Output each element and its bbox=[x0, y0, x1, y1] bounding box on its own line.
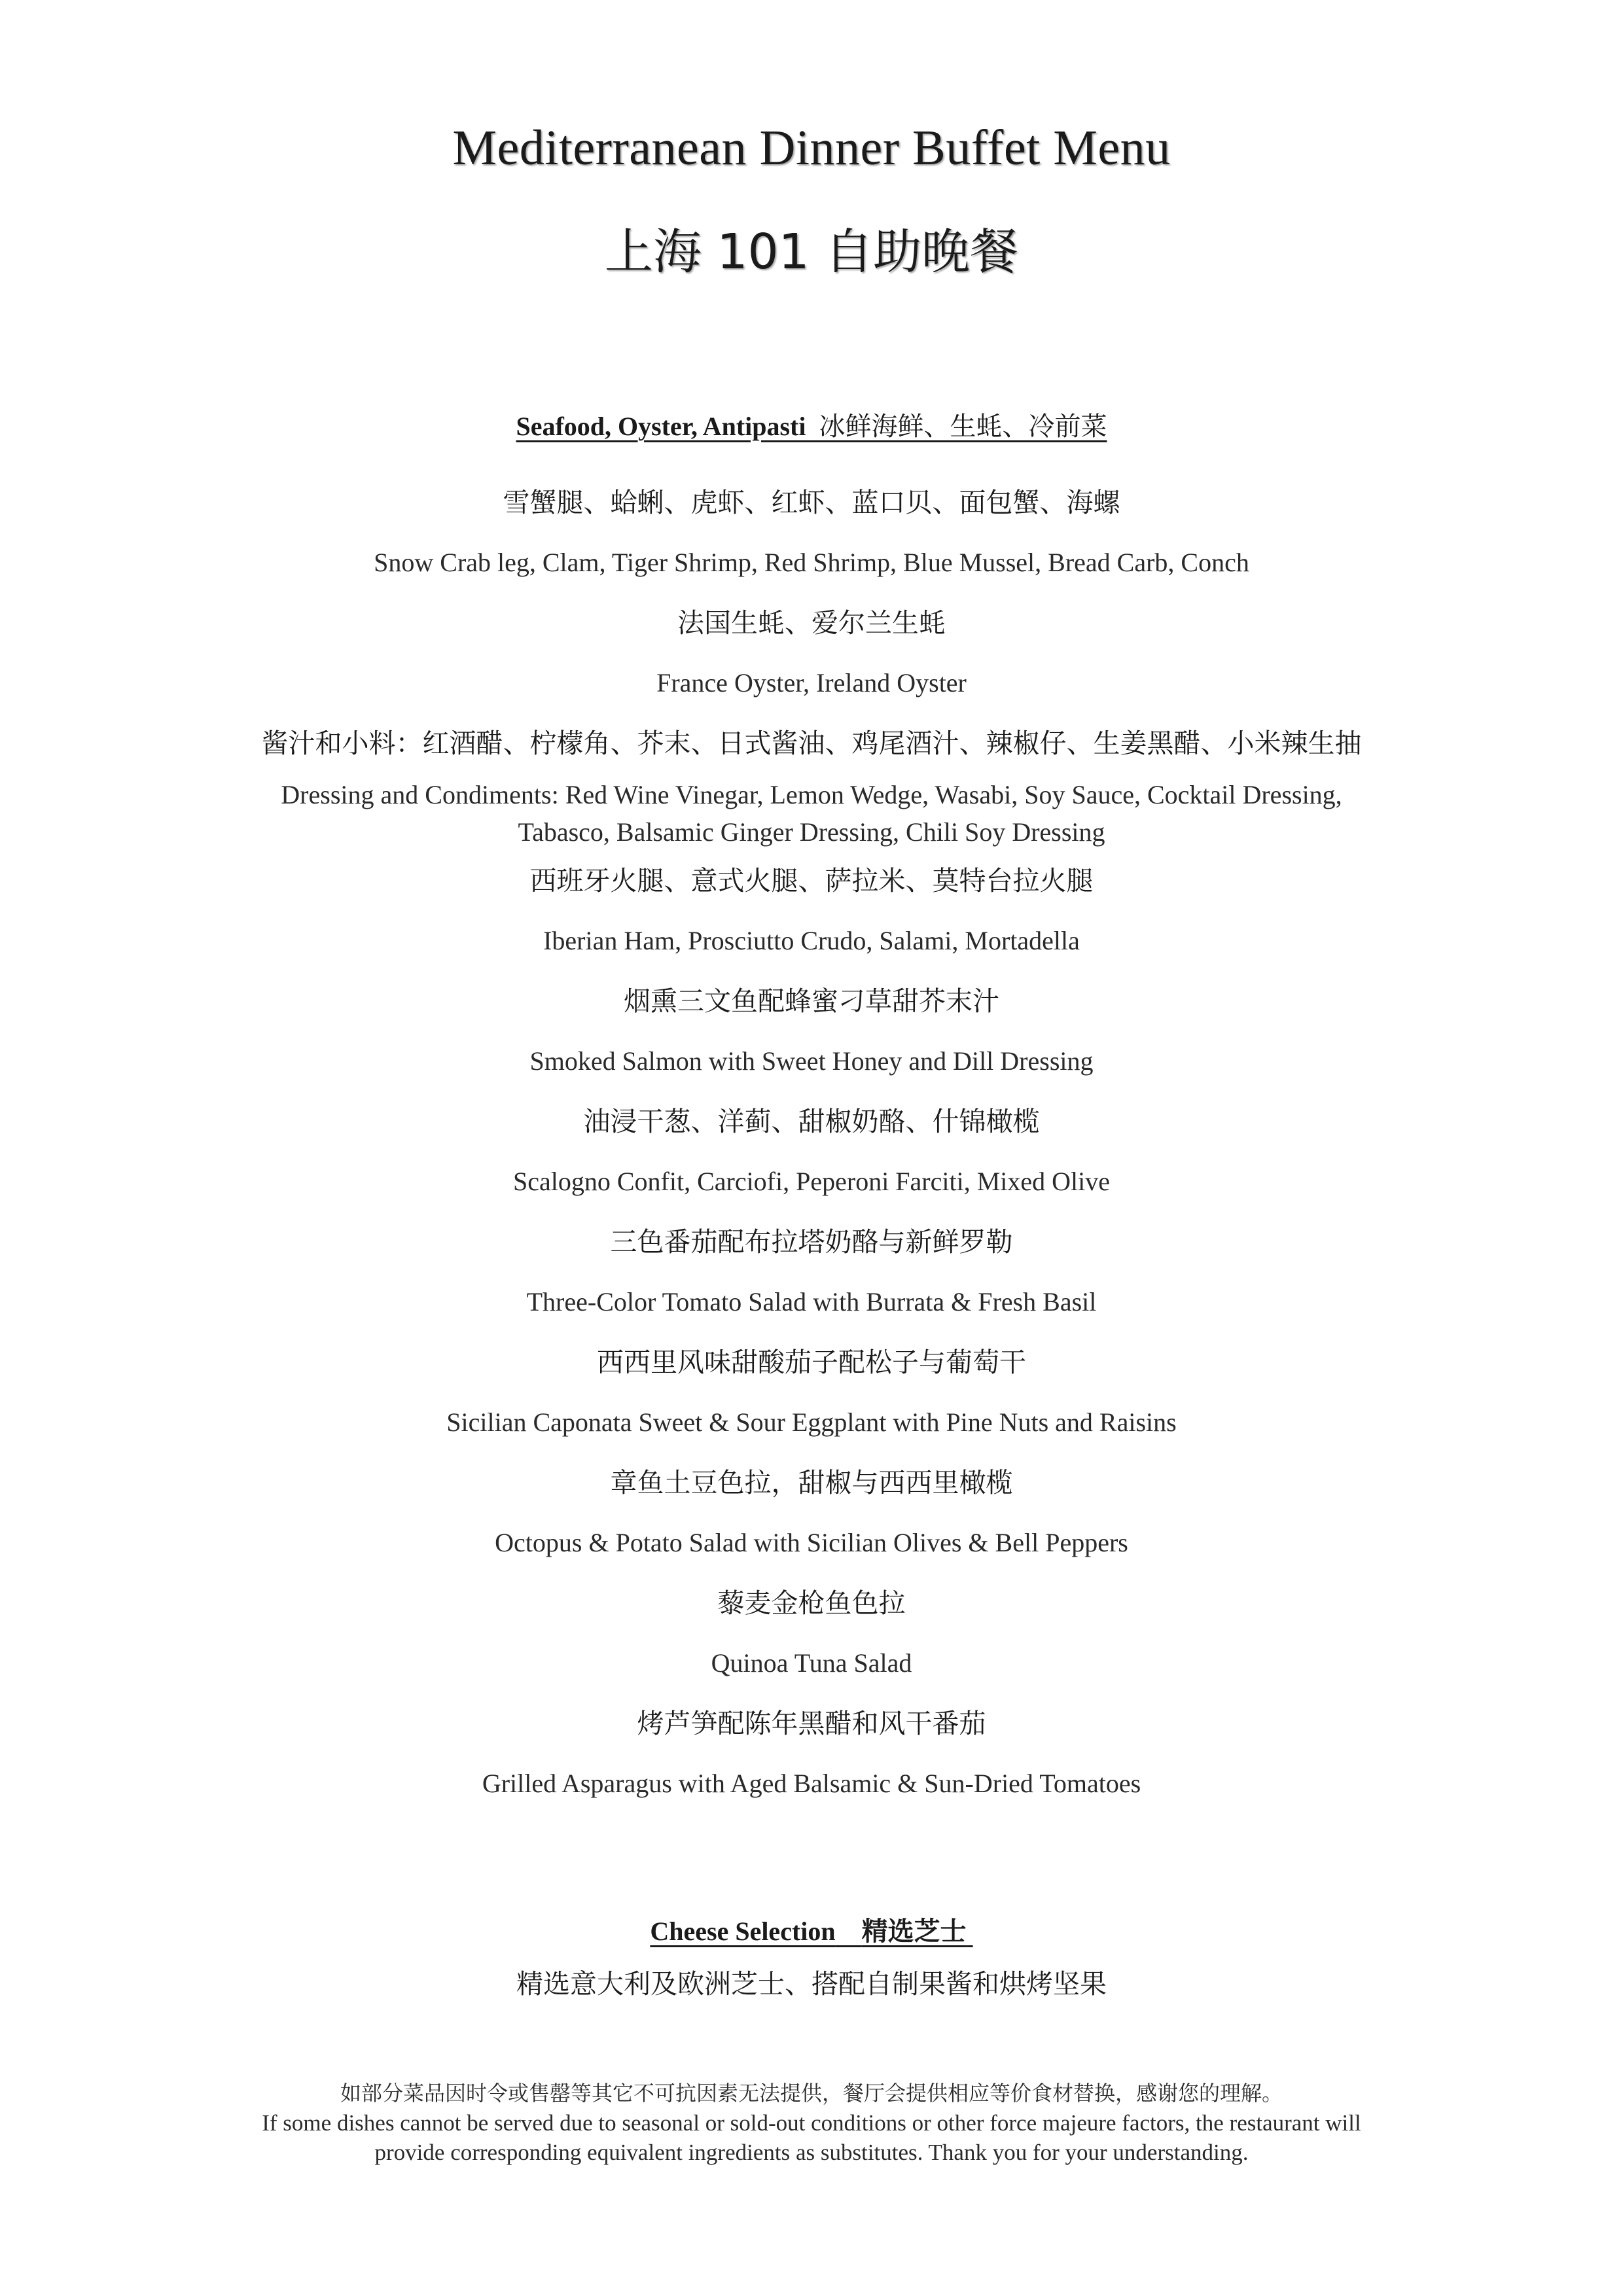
menu-item-en: Quinoa Tuna Salad bbox=[711, 1648, 912, 1678]
menu-item-en: Dressing and Condiments: Red Wine Vinegar, Lemon Wedge, Wasabi, Soy Sauce, Cocktail Dressing, Tabasco, Balsamic Ginger Dressing, Chili Soy Dressing bbox=[281, 780, 1342, 847]
cheese-heading-en: Cheese Selection bbox=[650, 1916, 836, 1946]
menu-item-cn: 藜麦金枪鱼色拉 bbox=[717, 1587, 906, 1619]
menu-item-en: Octopus & Potato Salad with Sicilian Olives & Bell Peppers bbox=[495, 1528, 1128, 1557]
substitution-notice-en: If some dishes cannot be served due to seasonal or sold-out conditions or other force majeure factors, the restaurant will provide corresponding equivalent ingredients as substitutes. Thank you for your understanding. bbox=[262, 2110, 1361, 2165]
menu-item-cn: 三色番茄配布拉塔奶酪与新鲜罗勒 bbox=[610, 1226, 1013, 1258]
menu-item-cn: 烤芦笋配陈年黑醋和风干番茄 bbox=[637, 1708, 986, 1739]
menu-item-en: Smoked Salmon with Sweet Honey and Dill Dressing bbox=[529, 1046, 1094, 1076]
menu-item-cn: 油浸干葱、洋蓟、甜椒奶酪、什锦橄榄 bbox=[583, 1106, 1040, 1137]
menu-item-en: Grilled Asparagus with Aged Balsamic & Sun-Dried Tomatoes bbox=[482, 1769, 1141, 1798]
menu-item-en: Three-Color Tomato Salad with Burrata & Fresh Basil bbox=[526, 1287, 1097, 1316]
menu-item-cn: 章鱼土豆色拉，甜椒与西西里橄榄 bbox=[610, 1467, 1013, 1498]
menu-item-cn: 雪蟹腿、蛤蜊、虎虾、红虾、蓝口贝、面包蟹、海螺 bbox=[503, 487, 1120, 518]
menu-item-cn: 法国生蚝、爱尔兰生蚝 bbox=[677, 607, 946, 639]
menu-item-cn: 烟熏三文鱼配蜂蜜刁草甜芥末汁 bbox=[624, 985, 999, 1017]
menu-item-en: France Oyster, Ireland Oyster bbox=[656, 668, 967, 698]
menu-item-en: Sicilian Caponata Sweet & Sour Eggplant with Pine Nuts and Raisins bbox=[446, 1407, 1177, 1437]
cheese-heading-cn: 精选芝士 bbox=[861, 1916, 967, 1947]
cheese-description-cn: 精选意大利及欧洲芝士、搭配自制果酱和烘烤坚果 bbox=[516, 1968, 1107, 2000]
seafood-section-heading bbox=[0, 408, 1623, 445]
seafood-heading-underlined bbox=[516, 412, 1107, 441]
cheese-section-heading bbox=[0, 1913, 1623, 1950]
menu-title-cn: 上海 101 自助晚餐 bbox=[604, 224, 1019, 280]
menu-title-en: Mediterranean Dinner Buffet Menu bbox=[452, 120, 1171, 175]
menu-item-en: Iberian Ham, Prosciutto Crudo, Salami, Mortadella bbox=[543, 926, 1080, 955]
seafood-heading-en: Seafood, Oyster, Antipasti bbox=[516, 412, 806, 441]
seafood-item-list bbox=[0, 472, 1623, 1814]
seafood-heading-cn: 冰鲜海鲜、生蚝、冷前菜 bbox=[819, 412, 1107, 442]
substitution-notice-cn: 如部分菜品因时令或售罄等其它不可抗因素无法提供，餐厅会提供相应等价食材替换，感谢您的理解。 bbox=[340, 2081, 1283, 2106]
menu-item-en: Snow Crab leg, Clam, Tiger Shrimp, Red Shrimp, Blue Mussel, Bread Carb, Conch bbox=[374, 548, 1249, 577]
menu-item-en: Scalogno Confit, Carciofi, Peperoni Farciti, Mixed Olive bbox=[512, 1167, 1111, 1196]
cheese-heading-underlined bbox=[650, 1916, 972, 1946]
menu-item-cn: 西西里风味甜酸茄子配松子与葡萄干 bbox=[597, 1347, 1026, 1378]
menu-item-cn: 酱汁和小料：红酒醋、柠檬角、芥末、日式酱油、鸡尾酒汁、辣椒仔、生姜黑醋、小米辣生抽 bbox=[261, 728, 1362, 759]
menu-item-cn: 西班牙火腿、意式火腿、萨拉米、莫特台拉火腿 bbox=[529, 865, 1094, 896]
